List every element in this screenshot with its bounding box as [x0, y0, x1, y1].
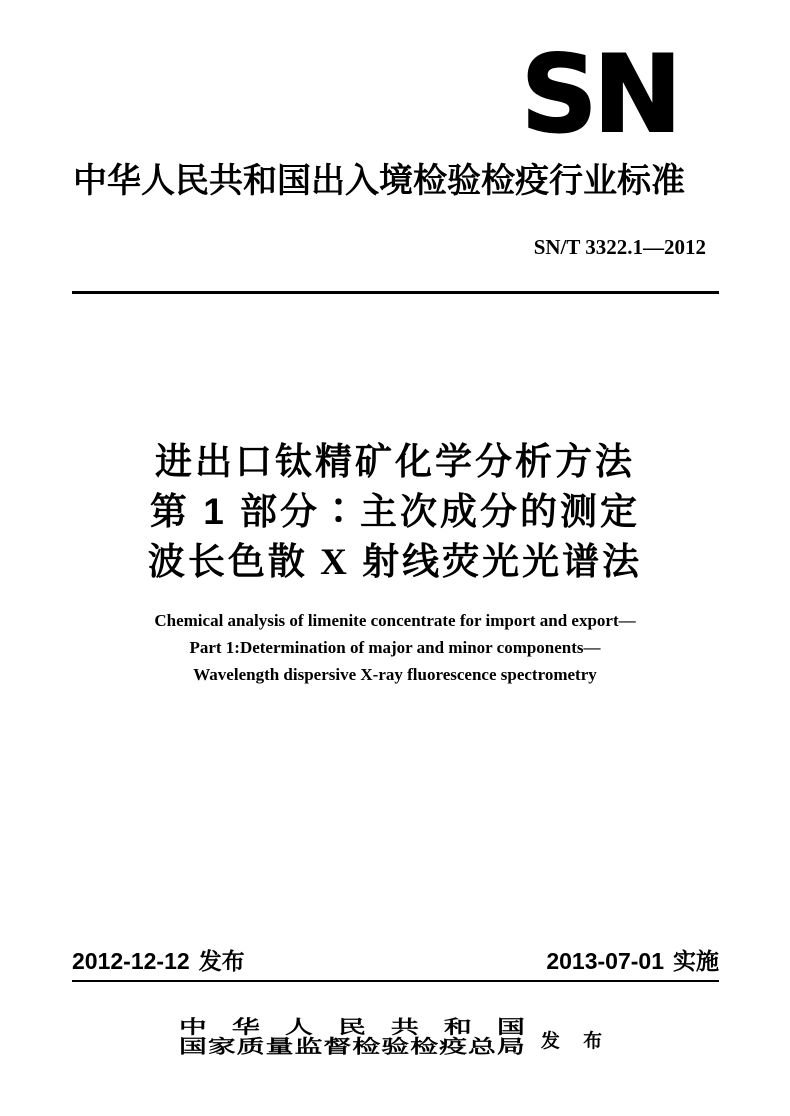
release-date-group	[72, 948, 245, 974]
sn-logo: SN	[520, 33, 678, 156]
chinese-title-block	[0, 437, 790, 588]
chinese-title-line-3-prefix: 波长色散	[147, 541, 308, 582]
chinese-title-line-3	[0, 537, 790, 588]
release-date: 2012-12-12	[72, 948, 190, 974]
publisher-name-line-2: 国家质量监督检验检疫总局	[178, 1037, 525, 1058]
chinese-title-line-1: 进出口钛精矿化学分析方法	[155, 441, 635, 482]
publisher-name-line-1: 中 华 人 民 共 和 国	[178, 1017, 525, 1038]
english-title-line-3: Wavelength dispersive X-ray fluorescence spectrometry	[193, 665, 597, 684]
chinese-title-line-3-latin-x: X	[307, 542, 363, 583]
standard-number: SN/T 3322.1—2012	[533, 235, 706, 259]
publish-action-label: 发 布	[540, 1030, 612, 1052]
publisher-block	[0, 1008, 790, 1068]
footer-divider-rule	[72, 980, 719, 982]
english-title-line-2: Part 1:Determination of major and minor components—	[189, 638, 601, 657]
english-title-block	[0, 607, 790, 688]
english-title-line-1: Chemical analysis of limenite concentrate for import and export—	[154, 611, 636, 630]
release-label: 发布	[198, 948, 245, 974]
dates-row	[72, 948, 719, 974]
header-divider-rule	[72, 291, 719, 294]
implementation-label: 实施	[673, 948, 719, 974]
publisher-name	[179, 1018, 525, 1058]
implementation-date: 2013-07-01	[546, 948, 664, 974]
standard-heading: 中华人民共和国出入境检验检疫行业标准	[73, 162, 685, 200]
chinese-title-line-3-suffix: 射线荧光光谱法	[362, 541, 643, 582]
implementation-date-group	[546, 948, 719, 974]
chinese-title-line-2: 第 1 部分∶主次成分的测定	[149, 491, 641, 532]
